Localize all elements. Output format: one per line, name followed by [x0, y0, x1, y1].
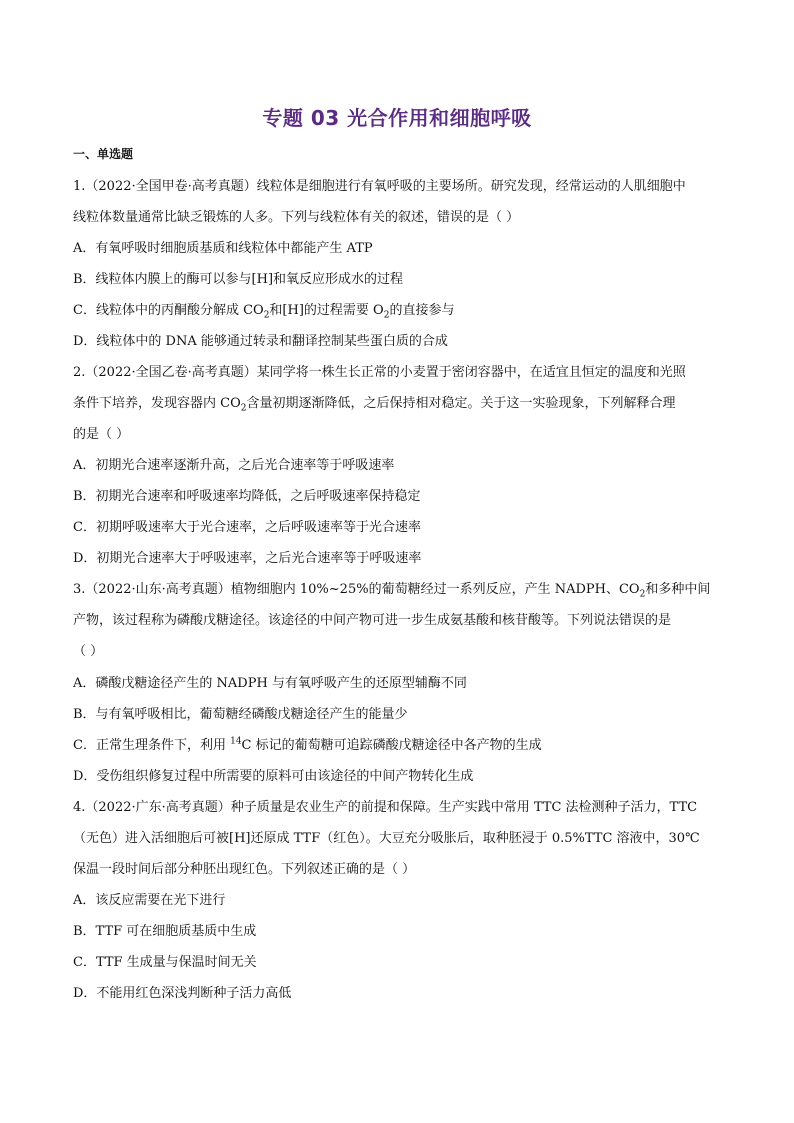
q4-option-c: C．TTF 生成量与保温时间无关: [73, 955, 257, 970]
q3-option-d: D．受伤组织修复过程中所需要的原料可由该途径的中间产物转化生成: [73, 769, 474, 784]
subscript: 2: [383, 310, 390, 321]
q3-option-b: B．与有氧呼吸相比，葡萄糖经磷酸戊糖途径产生的能量少: [73, 707, 408, 722]
q4-stem-line-1: 4.（2022·广东·高考真题）种子质量是农业生产的前提和保障。生产实践中常用 TTC 法检测种子活力，TTC: [73, 800, 698, 815]
q1-stem-line-2: 线粒体数量通常比缺乏锻炼的人多。下列与线粒体有关的叙述，错误的是（ ）: [73, 210, 520, 225]
subscript: 2: [263, 310, 270, 321]
q4-option-a: A．该反应需要在光下进行: [73, 893, 226, 908]
q3-option-c: [73, 736, 542, 756]
q4-stem-line-2: （无色）进入活细胞后可被[H]还原成 TTF（红色）。大豆充分吸胀后，取种胚浸于 0.5%TTC 溶液中，30℃: [73, 831, 700, 846]
q2-option-a: A．初期光合速率逐渐升高，之后光合速率等于呼吸速率: [73, 458, 395, 473]
q3-stem-text: 3.（2022·山东·高考真题）植物细胞内 10%~25%的葡萄糖经过一系列反应，产生 NADPH、CO: [73, 582, 640, 597]
page-title: 专题 03 光合作用和细胞呼吸: [262, 106, 532, 130]
q3-option-c-text: C．正常生理条件下，利用: [73, 738, 231, 753]
q1-option-c: [73, 301, 454, 321]
q2-stem-text: 含量初期逐渐降低，之后保持相对稳定。关于这一实验现象，下列解释合理: [246, 396, 676, 411]
q2-option-b: B．初期光合速率和呼吸速率均降低，之后呼吸速率保持稳定: [73, 489, 421, 504]
q1-option-c-text: 的直接参与: [389, 303, 455, 318]
q1-stem-line-1: 1.（2022·全国甲卷·高考真题）线粒体是细胞进行有氧呼吸的主要场所。研究发现，经常运动的人肌细胞中: [73, 179, 686, 194]
q4-option-d: D．不能用红色深浅判断种子活力高低: [73, 986, 292, 1001]
q2-option-c: C．初期呼吸速率大于光合速率，之后呼吸速率等于光合速率: [73, 520, 421, 535]
q3-option-c-text: C 标记的葡萄糖可追踪磷酸戊糖途径中各产物的生成: [241, 738, 542, 753]
q3-stem-line-2: 产物，该过程称为磷酸戊糖途径。该途径的中间产物可进一步生成氨基酸和核苷酸等。下列说法错误的是: [73, 613, 672, 628]
q3-stem-line-3: （ ）: [73, 644, 104, 659]
q2-stem-line-1: 2.（2022·全国乙卷·高考真题）某同学将一株生长正常的小麦置于密闭容器中，在适宜且恒定的温度和光照: [73, 365, 686, 380]
q2-option-d: D．初期光合速率大于呼吸速率，之后光合速率等于呼吸速率: [73, 551, 422, 566]
q4-option-b: B．TTF 可在细胞质基质中生成: [73, 924, 257, 939]
q3-option-a: A．磷酸戊糖途径产生的 NADPH 与有氧呼吸产生的还原型辅酶不同: [73, 676, 467, 691]
q2-stem-line-3: 的是（ ）: [73, 427, 130, 442]
q1-option-d: D．线粒体中的 DNA 能够通过转录和翻译控制某些蛋白质的合成: [73, 334, 448, 349]
q2-stem-line-2: [73, 394, 676, 414]
q2-stem-text: 条件下培养，发现容器内 CO: [73, 396, 241, 411]
subscript: 2: [639, 589, 646, 600]
q3-stem-text: 和多种中间: [645, 582, 711, 597]
q3-stem-line-1: [73, 580, 710, 600]
subscript: 2: [240, 403, 247, 414]
q1-option-a: A．有氧呼吸时细胞质基质和线粒体中都能产生 ATP: [73, 241, 373, 256]
superscript: 14: [230, 736, 242, 747]
section-heading: 一、单选题: [73, 147, 134, 161]
q1-option-c-text: C．线粒体中的丙酮酸分解成 CO: [73, 303, 264, 318]
q4-stem-line-3: 保温一段时间后部分种胚出现红色。下列叙述正确的是（ ）: [73, 862, 416, 877]
q1-option-b: B．线粒体内膜上的酶可以参与[H]和氧反应形成水的过程: [73, 272, 404, 287]
q1-option-c-text: 和[H]的过程需要 O: [269, 303, 384, 318]
